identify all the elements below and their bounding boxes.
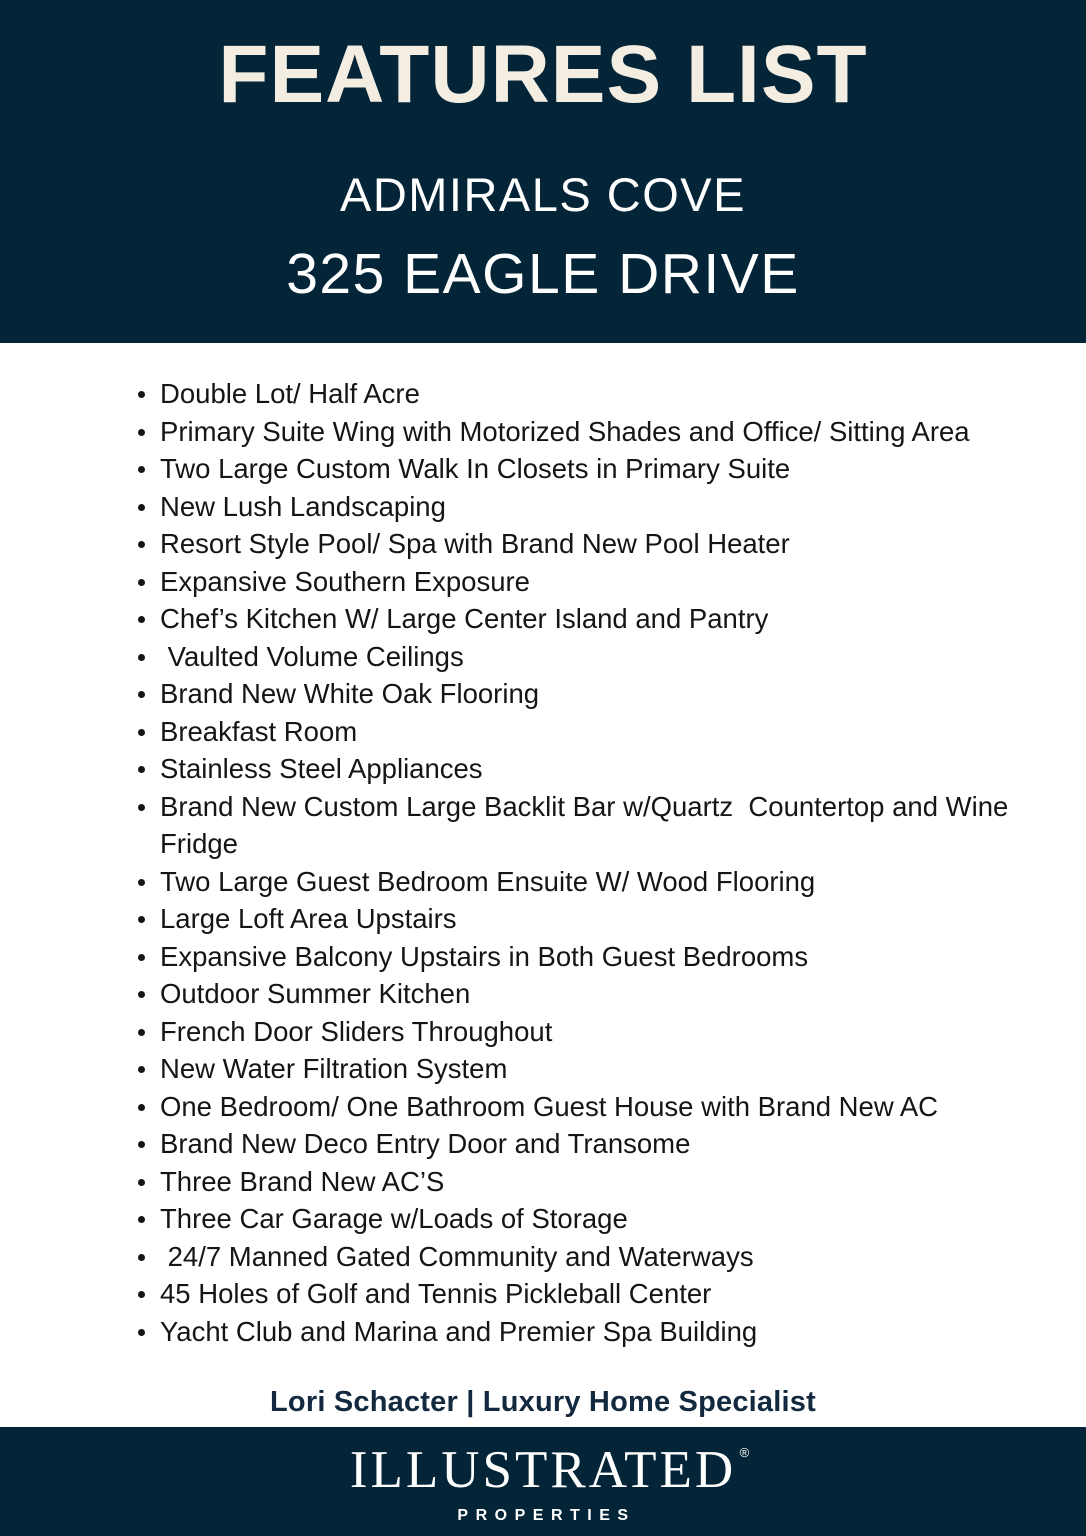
brand-logo-wordmark: ILLUSTRATED bbox=[349, 1440, 737, 1499]
feature-item: Vaulted Volume Ceilings bbox=[138, 638, 1026, 676]
feature-item: Expansive Balcony Upstairs in Both Guest Bedrooms bbox=[138, 938, 1026, 976]
feature-item: Outdoor Summer Kitchen bbox=[138, 975, 1026, 1013]
feature-item: New Water Filtration System bbox=[138, 1050, 1026, 1088]
registered-trademark-icon: ® bbox=[739, 1444, 750, 1460]
feature-item: Brand New Deco Entry Door and Transome bbox=[138, 1125, 1026, 1163]
feature-item: Three Car Garage w/Loads of Storage bbox=[138, 1200, 1026, 1238]
feature-item: 45 Holes of Golf and Tennis Pickleball Center bbox=[138, 1275, 1026, 1313]
feature-item: Double Lot/ Half Acre bbox=[138, 375, 1026, 413]
brand-logo-illustrated bbox=[349, 1440, 750, 1499]
feature-item: Yacht Club and Marina and Premier Spa Building bbox=[138, 1313, 1026, 1351]
feature-item: Large Loft Area Upstairs bbox=[138, 900, 1026, 938]
feature-item: Two Large Custom Walk In Closets in Primary Suite bbox=[138, 450, 1026, 488]
page-title: FEATURES LIST bbox=[218, 29, 868, 120]
feature-item: French Door Sliders Throughout bbox=[138, 1013, 1026, 1051]
features-body bbox=[0, 343, 1086, 1427]
brand-logo-properties: PROPERTIES bbox=[457, 1506, 636, 1524]
feature-item: Expansive Southern Exposure bbox=[138, 563, 1026, 601]
footer-band bbox=[0, 1427, 1086, 1536]
feature-item: One Bedroom/ One Bathroom Guest House with Brand New AC bbox=[138, 1088, 1026, 1126]
feature-item: Brand New Custom Large Backlit Bar w/Quartz Countertop and Wine Fridge bbox=[138, 788, 1026, 863]
feature-item: Three Brand New AC’S bbox=[138, 1163, 1026, 1201]
feature-item: Brand New White Oak Flooring bbox=[138, 675, 1026, 713]
feature-item: Primary Suite Wing with Motorized Shades and Office/ Sitting Area bbox=[138, 413, 1026, 451]
feature-item: Stainless Steel Appliances bbox=[138, 750, 1026, 788]
agent-credit: Lori Schacter | Luxury Home Specialist bbox=[270, 1386, 816, 1418]
header-band bbox=[0, 0, 1086, 343]
feature-item: Resort Style Pool/ Spa with Brand New Pool Heater bbox=[138, 525, 1026, 563]
features-list bbox=[0, 375, 1086, 1350]
feature-item: Breakfast Room bbox=[138, 713, 1026, 751]
feature-item: 24/7 Manned Gated Community and Waterways bbox=[138, 1238, 1026, 1276]
feature-item: Two Large Guest Bedroom Ensuite W/ Wood Flooring bbox=[138, 863, 1026, 901]
property-address: 325 EAGLE DRIVE bbox=[286, 242, 800, 306]
feature-item: Chef’s Kitchen W/ Large Center Island and Pantry bbox=[138, 600, 1026, 638]
community-name: ADMIRALS COVE bbox=[339, 168, 747, 221]
feature-item: New Lush Landscaping bbox=[138, 488, 1026, 526]
